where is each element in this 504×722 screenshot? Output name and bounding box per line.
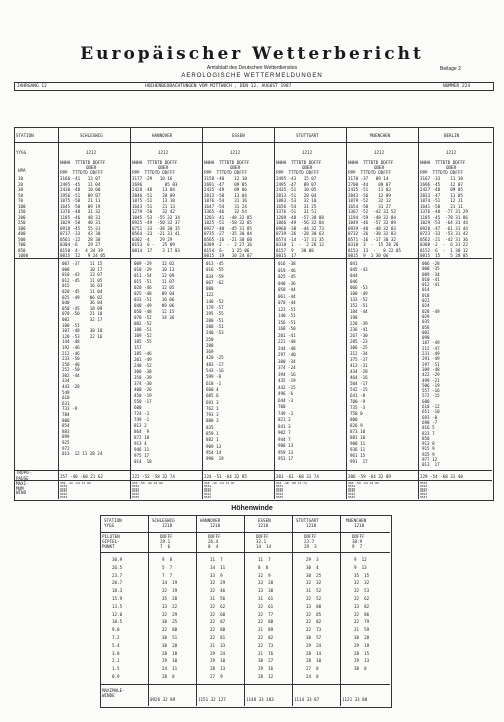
code-header: PPP TTTDTD DDFFF — [204, 170, 247, 175]
hw-col: 9 12 9 13 35 15 32 32 32 53 32 62 33 82 32 86 32 79 31 59 30 28 29 19 28 15 29 13 30 8 — [354, 557, 370, 672]
pilot-value: DDFFF 26.4 8 4 — [208, 534, 221, 549]
code-header: HHHH TTTDTD DDFFF — [420, 160, 466, 165]
divider — [130, 127, 131, 499]
divider — [14, 470, 492, 471]
divider — [196, 515, 197, 706]
divider — [244, 515, 245, 706]
hw-col: 29 3 30 4 30 25 32 32 31 52 32 52 33 80 32 85 32 82 32 73 30 57 29 24 28 14 28 10 27 8 24 8 — [306, 557, 322, 679]
code-header: PPP TTTDTD DDFFF — [420, 170, 463, 175]
hw-station-id: 1218 — [354, 523, 365, 528]
tropo-value: 201 -61 -68 31 74 — [276, 474, 319, 479]
hw-station-name: STUTTGART — [296, 518, 319, 523]
code-header: PPP TTTDTD DDFFF — [276, 170, 319, 175]
hw-station-id: 1218 — [210, 523, 221, 528]
maxwind-col: 0554 0624 0622 0627 0623 0547 — [420, 481, 428, 499]
oder-label: ODER — [374, 165, 385, 170]
hw-station-name: ESSEN — [258, 518, 271, 523]
station-name: BERLIN — [444, 133, 460, 138]
tropo-value: 206 -59 -64 32 89 — [348, 474, 391, 479]
hw-max: 1121 33 88 — [342, 697, 368, 702]
pilot-label: PILOTEN GIPFEL- PUNKT — [102, 534, 120, 549]
oder-label: ODER — [302, 165, 313, 170]
station-name: ESSEN — [232, 133, 245, 138]
divider — [100, 684, 390, 685]
divider — [148, 515, 149, 706]
tropo-value: 257 -40 -60 21 62 — [60, 474, 103, 479]
yygg-label: YYGG — [104, 523, 115, 528]
hpa-label: HPA — [18, 168, 26, 173]
std-col: 3166 -41 13 07 2495 -45 11 04 2438 -48 10 00 1956 -51 09 07 1875 -50 21 11 1645 -50 09 19 1376 -48 31 32 1185 -46 48 31 1029 -50 40 31 0918 -45 55 31 0717 -33 43 30 0561 -22 28 30 0304 -6 29 27 0150 4- 4 34 39 0015 12 9 24 05 — [60, 176, 106, 258]
pilot-value: DDFFF 32.1 14 14 — [256, 534, 272, 549]
hw-col: 11 7 34 11 33 9 32 29 32 46 31 56 32 62 32 60 32 87 32 88 32 81 31 33 29 24 29 10 28 13 27 9 — [210, 557, 226, 679]
station-time: 1212 — [230, 150, 241, 155]
sig-col: 006 -28 008 -35 009 -34 010 -41 012 -41 014 018 022 024 028 -49 029 035 058 082 090 187 -49 212 -47 231 -49 291 -49 297 -51 309 -48 422 -29 499 -21 506 -19 557 -16 572 -15 600 610 -12 651 -10 693 -8 698 -7 816 5 823 7 850 913 8 915 9 925 9 977 12 013 17 — [422, 261, 440, 468]
station-label: STATION — [16, 133, 34, 138]
pilot-value: DDFFF 23.7 29 3 — [304, 534, 317, 549]
divider — [100, 532, 390, 533]
supplement-label: Beilage 2 — [440, 66, 461, 72]
issue-number: NUMMER 224 — [443, 84, 471, 89]
tropo-value: 224 -51 -64 32 85 — [204, 474, 247, 479]
divider — [340, 515, 341, 706]
maxwind-col: 248 -49 -54 31 87 0551 0544 0545 0541 0545 — [204, 481, 235, 499]
hw-max: 1151 32 127 — [198, 697, 226, 702]
page-title: Europäischer Wetterbericht — [80, 44, 424, 64]
maxwind-col: 249 -50 -56 32 84 0454 0451 0455 0453 0455 — [132, 481, 163, 499]
station-name: HANNOVER — [152, 133, 173, 138]
hw-station-id: 1218 — [162, 523, 173, 528]
code-header: HHHH TTTDTD DDFFF — [132, 160, 178, 165]
tropo-value: 229 -54 -68 31 40 — [420, 474, 463, 479]
hoehenwinde-title: Höhenwinde — [231, 505, 273, 512]
oder-label: ODER — [446, 165, 457, 170]
divider — [292, 515, 293, 706]
station-time: 1212 — [446, 150, 457, 155]
code-header: PPP TTTDTD DDFFF — [132, 170, 175, 175]
hw-station-name: MUENCHEN — [346, 518, 367, 523]
maxwind-label: MAXI- MUM WIND — [16, 481, 29, 495]
tropo-value: 222 -52 -58 32 74 — [132, 474, 175, 479]
code-header: HHHH TTTDTD DDFFF — [276, 160, 322, 165]
upper-winds-table — [100, 515, 392, 708]
sig-col: 041 045 -43 044 046 066 -53 100 -49 133 -52 152 -51 184 -44 198 228 -39 236 -41 267 -30 285 -23 306 -25 312 -34 375 -37 413 -31 434 -28 464 -16 504 -17 542 -15 641 -8 700 -9 735 -3 758 0 800 826 9 873 10 881 10 908 11 936 11 961 15 991 17 — [350, 261, 368, 464]
sig-col: 013 -45 016 -55 034 -59 067 -62 080 122 140 -52 179 -57 195 -55 200 -51 208 -51 240 -53 250 288 369 420 -25 483 -17 543 -16 599 -8 618 -1 660 4 685 6 691 3 762 1 793 3 800 3 835 859 1 882 1 909 13 954 14 990 19 — [206, 261, 224, 462]
station-name: SCHLESWIG — [80, 133, 103, 138]
hw-station-name: SCHLESWIG — [152, 518, 175, 523]
divider — [100, 552, 390, 553]
tropo-label: TROPO- PAUSE — [16, 470, 32, 481]
hw-max: 1148 33 103 — [246, 697, 274, 702]
observation-date: HOEHENBEOBACHTUNGEN VOM MITTWOCH , DEN 12. AUGUST 1987 — [145, 84, 292, 89]
code-header: HHHH TTTDTD DDFFF — [60, 160, 106, 165]
sig-col: 016 -38 019 -46 025 -45 040 -36 050 -44 061 -44 070 -44 123 -51 140 -51 156 -51 168 -50 201 -41 221 -48 244 -48 297 -40 300 -34 374 -24 394 -16 435 -19 442 -15 496 -6 644 -3 700 749 -3 821 2 841 3 902 7 944 7 988 13 959 13 953 17 — [278, 261, 296, 461]
sig-col: 009 -29 12 02 010 -29 10 13 011 -54 12 09 015 -51 11 07 020 -46 12 05 025 -48 09 04 033 -51 10 06 040 -49 09 06 050 -48 12 15 070 -52 14 36 082 -52 100 -51 109 -52 105 -55 157 185 -46 201 -49 248 -52 300 -38 350 -39 374 -30 400 -26 450 -19 550 -17 600 724 -3 749 -1 813 2 864 9 872 10 913 4 946 11 975 17 014 18 — [134, 261, 175, 464]
std-col: 2495 -43 15 07 2495 -47 09 07 2435 -51 10 05 2013 -51 20 04 1883 -53 32 10 1656 -54 31 25 1376 -51 31 51 1209 -48 -57 30 88 1066 -49 -56 32 84 0968 -38 -44 32 73 0739 -26 -28 30 63 0574 -14 -17 31 35 0310 1 - 2 26 12 0157 9 30 08 0015 17 — [276, 176, 324, 258]
info-bar — [14, 82, 494, 91]
hw-station-id: 1218 — [258, 523, 269, 528]
divider — [346, 127, 347, 499]
divider — [274, 127, 275, 499]
oder-label: ODER — [230, 165, 241, 170]
yygg-label: YYGG — [16, 150, 27, 155]
std-col: 3158 -40 12 10 2691 -47 09 05 2435 -49 09 06 2013 -50 13 04 1876 -54 31 16 1647 -54 31 24 1365 -46 32 54 1201 -41 -48 32 85 1025 -51 -58 32 85 0927 -40 -45 31 85 0735 -27 -35 30 84 0565 -16 -21 30 60 0309 -2 - 2 27 16 0154 6- 1 25 06 0015 19 10 24 07 — [204, 176, 252, 258]
hw-levels: 30.9 26.5 23.7 20.7 18.3 15.9 13.5 12.0 10.5 9.0 7.2 5.4 3.0 2.1 1.5 0.9 — [112, 557, 123, 679]
station-name: STUTTGART — [296, 133, 319, 138]
station-time: 1212 — [158, 150, 169, 155]
maxwind-col: 244 -48 -58 31 74 0551 0559 0555 0553 0555 — [276, 481, 307, 499]
jahrgang: JAHRGANG 12 — [17, 84, 47, 89]
station-time: 1212 — [302, 150, 313, 155]
divider — [202, 127, 203, 499]
hw-max: 1114 33 87 — [294, 697, 320, 702]
std-levels: 10 20 30 50 70 100 150 200 250 300 400 500 700 850 1000 — [18, 176, 29, 258]
station-label: STATION — [104, 518, 122, 523]
publisher-subtitle: Amtsblatt des Deutschen Wetterdienstes — [206, 65, 298, 71]
std-col: 3177 -29 10 16 2696 05 03 2428 -48 13 04 2046 -51 20 09 1875 -51 13 10 1643 -51 21 13 1279 -50 32 42 1045 -53 -55 32 34 0925 -49 -50 32 37 0751 -33 -38 30 35 0564 -23 -21 31 41 0302 -4 29 29 0153 6 - 25 09 0014 17 3 17 03 — [132, 176, 180, 253]
code-header: PPP TTTDTD DDFFF — [348, 170, 391, 175]
maxwind-col: 206 -59 -64 32 89 0554 0548 0545 0541 0545 — [348, 481, 379, 499]
code-header: PPP TTTDTD DDFFF — [60, 170, 103, 175]
maximale-label: MAXIMALE- WINDE — [102, 688, 125, 698]
std-col: 3170 -37 09 14 2700 -44 09 07 2435 -51 11 03 2043 -56 12 09 1879 -52 32 12 1654 -50 31 27 1367 -52 -42 31 52 1194 -59 -48 32 84 1049 -46 -57 32 89 0939 -40 -48 32 83 0732 -26 -38 32 83 0571 -16 -17 30 32 0310 3 - 15 28 28 0153 13 - 8 22 05 0015 9 1 30 06 — [348, 176, 401, 258]
sig-col: 007 -37 11 15 008 10 17 010 -43 13 07 012 -45 11 05 015 16 03 020 -45 11 04 025 -49 06 02 040 36 04 050 -45 18 09 070 -50 21 10 082 32 17 100 -51 107 -48 30 18 120 -53 22 16 144 -48 192 -46 212 -46 233 -50 250 -48 252 -50 302 -44 334 443 -28 549 610 631 733 -9 784 800 854 883 899 925 972 013 12 11 28 24 — [62, 261, 103, 457]
station-name: MUENCHEN — [370, 133, 391, 138]
hw-col: 9 8 5 7 7 7 34 19 32 19 35 20 33 22 32 29 30 25 32 88 30 51 30 28 28 18 29 10 24 11 28 8 — [162, 557, 178, 679]
code-header: HHHH TTTDTD DDFFF — [348, 160, 394, 165]
hw-station-id: 1218 — [306, 523, 317, 528]
oder-label: ODER — [158, 165, 169, 170]
station-time: 1212 — [374, 150, 385, 155]
divider — [14, 142, 492, 143]
std-col: 3167 -33 11 10 2696 -45 12 07 2427 -48 09 05 2033 -47 11 05 1874 -51 12 11 1641 -50 21 11 1376 -48 -77 31 29 1185 -45 -78 31 86 1029 -53 -64 31 44 0920 -47 -61 31 44 0723 -33 -53 31 42 0562 -21 -42 31 36 0308 -2 - 6 31 22 0152 6 - 1 30 12 0015 15 5 28 05 — [420, 176, 468, 258]
hw-max: 0926 32 89 — [150, 697, 176, 702]
code-header: HHHH TTTDTD DDFFF — [204, 160, 250, 165]
divider — [418, 127, 419, 499]
hw-col: 11 7 8 8 32 9 33 28 33 38 31 61 32 61 32 77 32 88 31 89 32 82 32 73 31 76 30 27 29 16 28 12 — [258, 557, 274, 679]
hw-station-name: HANNOVER — [200, 518, 221, 523]
section-heading: AEROLOGISCHE WETTERMELDUNGEN — [181, 73, 323, 79]
pilot-value: DDFFF 30.9 9 7 — [352, 534, 365, 549]
maxwind-col: 302 -44 -54 31 69 0454 0452 0455 0452 0454 — [60, 481, 91, 499]
station-time: 1212 — [86, 150, 97, 155]
divider — [58, 127, 59, 499]
pilot-value: DDFFF 29.1 7 6 — [160, 534, 173, 549]
oder-label: ODER — [86, 165, 97, 170]
